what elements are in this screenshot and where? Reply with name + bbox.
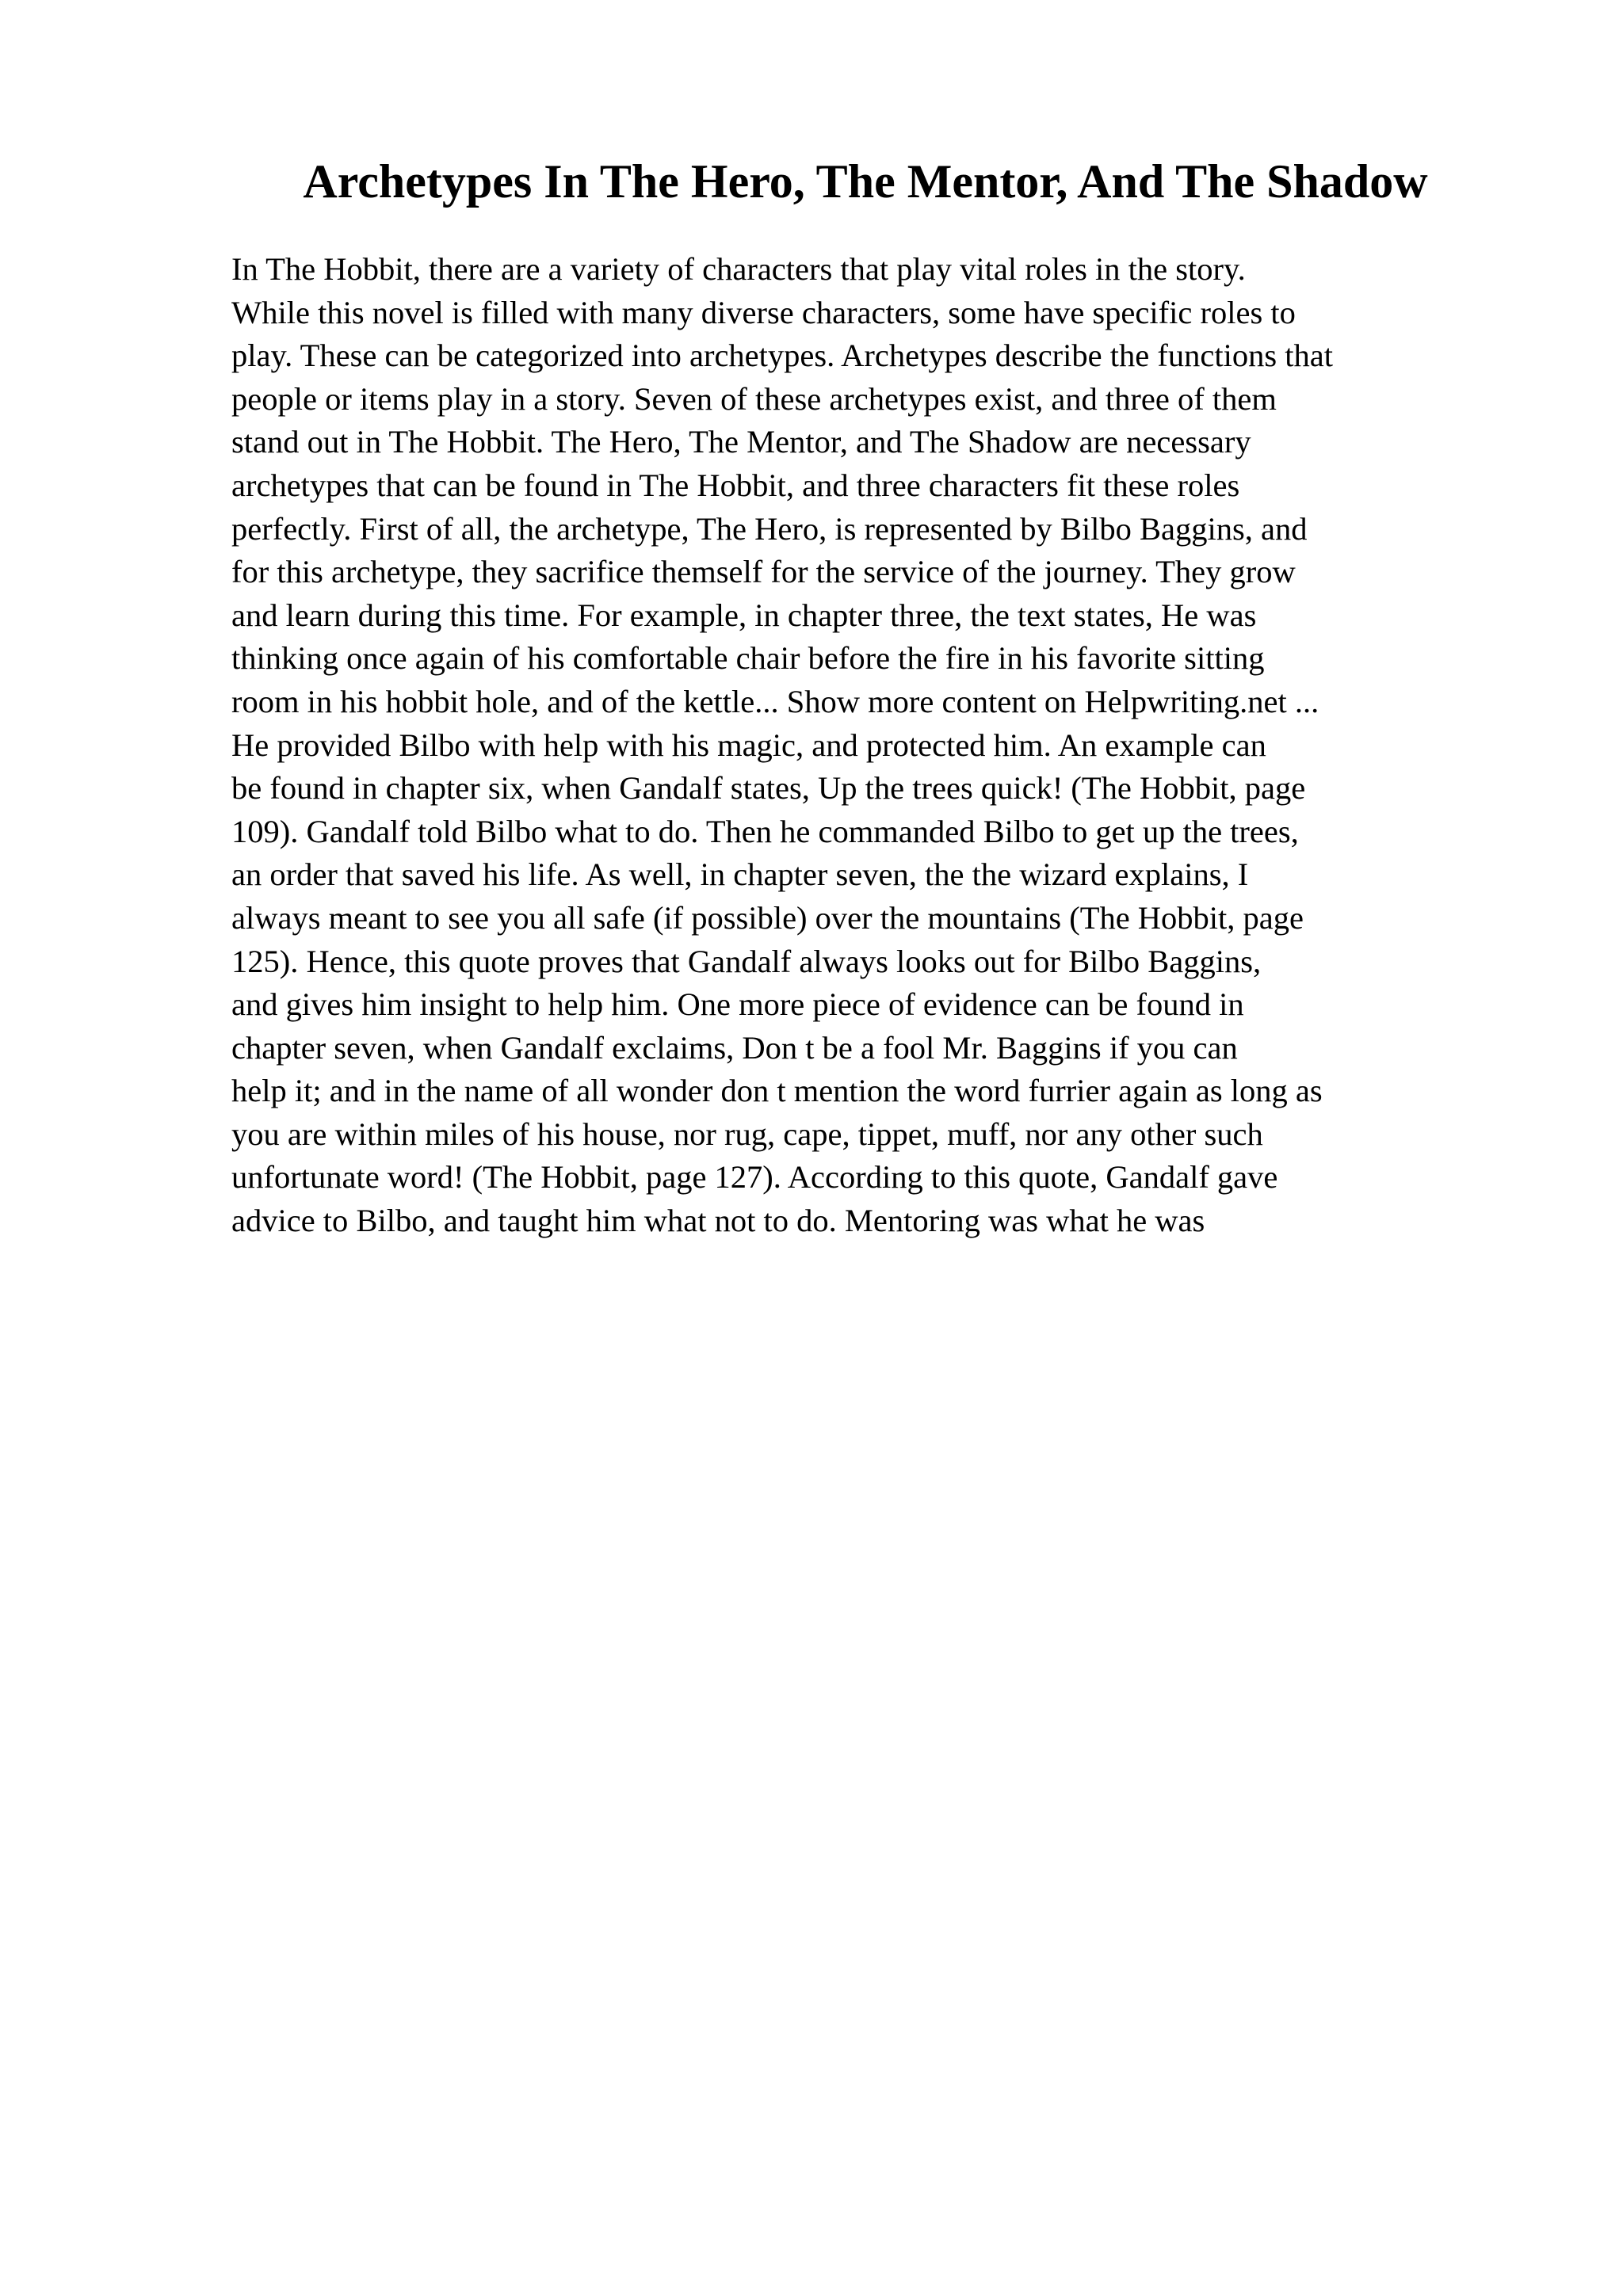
body-line: room in his hobbit hole, and of the kettle... Show more content on Helpwriting.net ... [231, 683, 1319, 719]
body-line: thinking once again of his comfortable chair before the fire in his favorite sitting [231, 640, 1265, 677]
body-line: advice to Bilbo, and taught him what not to do. Mentoring was what he was [231, 1203, 1205, 1239]
body-line: be found in chapter six, when Gandalf states, Up the trees quick! (The Hobbit, page [231, 770, 1306, 807]
body-line: for this archetype, they sacrifice themself for the service of the journey. They grow [231, 554, 1296, 590]
body-line: play. These can be categorized into archetypes. Archetypes describe the functions that [231, 338, 1333, 374]
document-body [231, 248, 1531, 1243]
body-line: chapter seven, when Gandalf exclaims, Don t be a fool Mr. Baggins if you can [231, 1029, 1238, 1066]
body-line: stand out in The Hobbit. The Hero, The Mentor, and The Shadow are necessary [231, 424, 1251, 460]
body-line: an order that saved his life. As well, in chapter seven, the the wizard explains, I [231, 856, 1249, 893]
body-line: He provided Bilbo with help with his magic, and protected him. An example can [231, 727, 1266, 763]
body-line: While this novel is filled with many diverse characters, some have specific roles to [231, 294, 1296, 330]
body-line: and learn during this time. For example, in chapter three, the text states, He was [231, 597, 1257, 633]
body-line: unfortunate word! (The Hobbit, page 127). According to this quote, Gandalf gave [231, 1159, 1278, 1196]
body-line: you are within miles of his house, nor rug, cape, tippet, muff, nor any other such [231, 1116, 1263, 1152]
body-line: archetypes that can be found in The Hobbit, and three characters fit these roles [231, 467, 1240, 503]
body-line: perfectly. First of all, the archetype, The Hero, is represented by Bilbo Baggins, and [231, 510, 1308, 547]
document-title: Archetypes In The Hero, The Mentor, And The Shadow [303, 155, 1428, 208]
body-line: help it; and in the name of all wonder don t mention the word furrier again as long as [231, 1073, 1323, 1109]
body-line: 109). Gandalf told Bilbo what to do. Then he commanded Bilbo to get up the trees, [231, 813, 1299, 849]
body-line: always meant to see you all safe (if possible) over the mountains (The Hobbit, page [231, 899, 1304, 936]
body-line: and gives him insight to help him. One more piece of evidence can be found in [231, 986, 1244, 1023]
body-line: In The Hobbit, there are a variety of characters that play vital roles in the story. [231, 251, 1246, 287]
body-line: people or items play in a story. Seven of these archetypes exist, and three of them [231, 380, 1277, 417]
body-line: 125). Hence, this quote proves that Gandalf always looks out for Bilbo Baggins, [231, 943, 1262, 979]
